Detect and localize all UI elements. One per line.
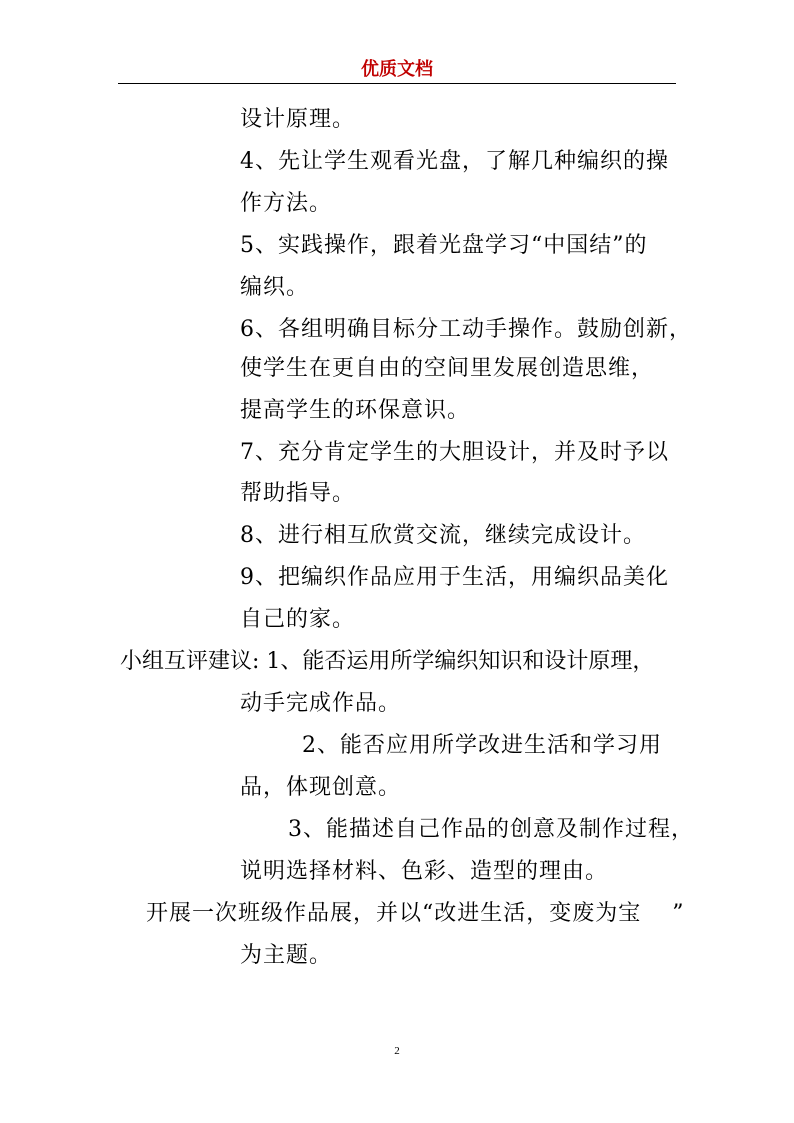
page-number: 2 — [394, 1045, 400, 1057]
body-line: 编织。 — [240, 275, 310, 300]
body-line: 品，体现创意。 — [240, 775, 402, 800]
body-line: 说明选择材料、色彩、造型的理由。 — [240, 859, 609, 884]
body-line: 自己的家。 — [240, 607, 356, 632]
header-divider — [118, 83, 676, 84]
body-line: 9、把编织作品应用于生活，用编织品美化 — [240, 565, 669, 590]
body-line: 作方法。 — [240, 191, 333, 216]
body-line: 帮助指导。 — [240, 481, 356, 506]
body-line: 5、实践操作，跟着光盘学习“中国结”的 — [240, 233, 648, 258]
body-line: 4、先让学生观看光盘，了解几种编织的操 — [240, 149, 669, 174]
body-line: 设计原理。 — [240, 107, 356, 132]
header-title: 优质文档 — [361, 59, 433, 80]
body-line: 为主题。 — [240, 943, 333, 968]
body-line: 3、能描述自己作品的创意及制作过程， — [288, 817, 694, 842]
body-line: 使学生在更自由的空间里发展创造思维， — [240, 356, 655, 381]
body-line: 7、充分肯定学生的大胆设计，并及时予以 — [240, 440, 669, 465]
body-line: 动手完成作品。 — [240, 691, 402, 716]
body-line: 8、进行相互欣赏交流，继续完成设计。 — [240, 523, 646, 548]
peer-review-heading-line: 小组互评建议: 1、能否运用所学编织知识和设计原理， — [120, 649, 655, 674]
body-line: 2、能否应用所学改进生活和学习用 — [302, 733, 662, 758]
body-line: 提高学生的环保意识。 — [240, 398, 471, 423]
exhibition-line: 开展一次班级作品展，并以“改进生活，变废为宝 ” — [146, 901, 685, 926]
body-line: 6、各组明确目标分工动手操作。鼓励创新， — [240, 317, 692, 342]
